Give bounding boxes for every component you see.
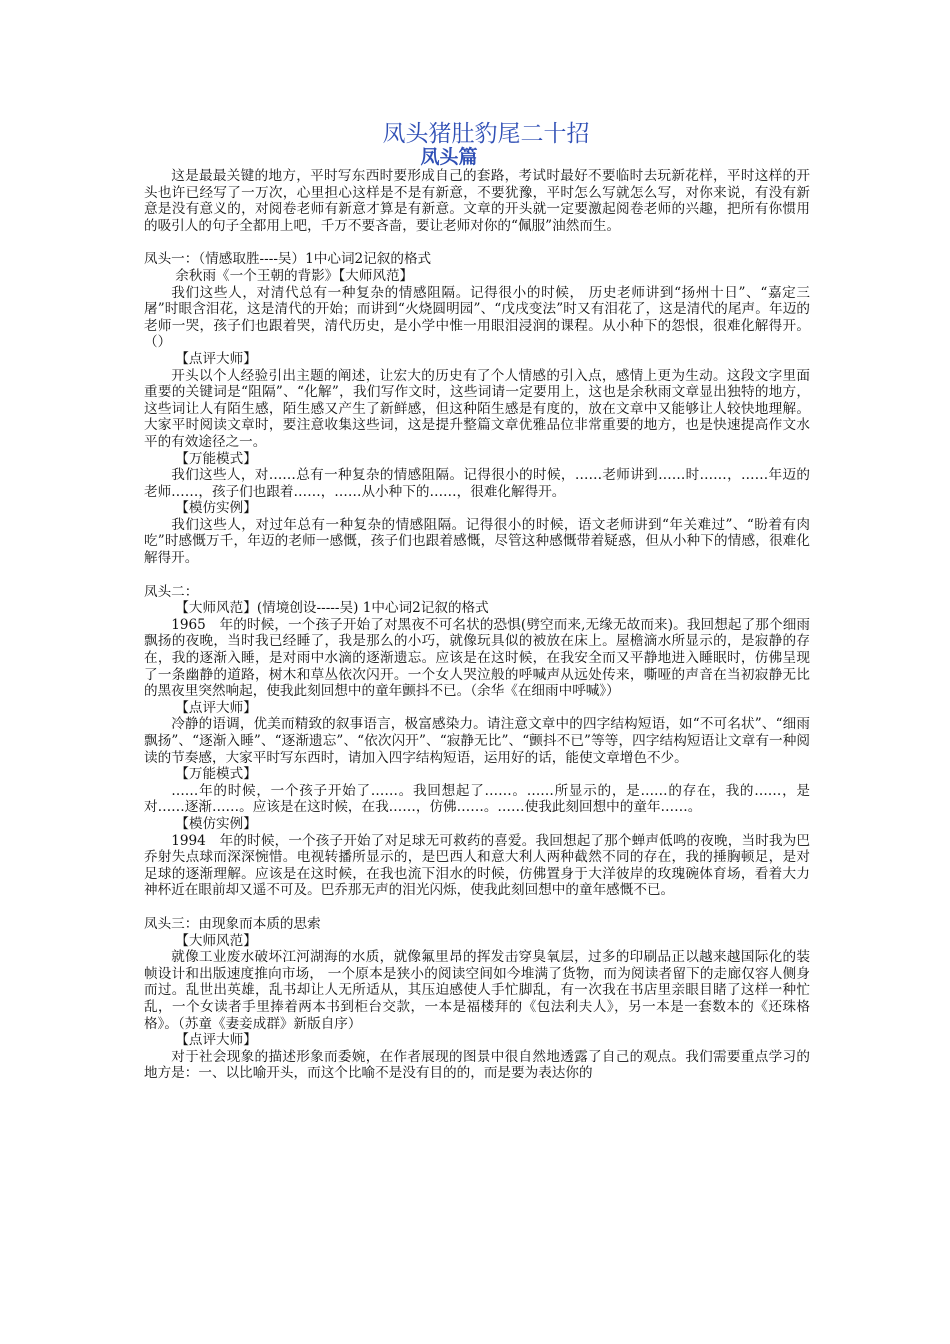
- section-2-heading: 凤头二：: [144, 583, 199, 600]
- document-page: [144, 120, 810, 1082]
- section-3-heading: 凤头三：由现象而本质的思索: [144, 915, 321, 932]
- section-2-comment-label: 【点评大师】: [175, 699, 257, 716]
- document-subtitle: 凤头篇: [420, 146, 478, 168]
- section-1-imitate-label: 【模仿实例】: [175, 500, 257, 517]
- spacer: [144, 899, 810, 916]
- section-2-imitate-label: 【模仿实例】: [175, 815, 257, 832]
- section-1-example: 我们这些人，对清代总有一种复杂的情感阻隔。记得很小的时候， 历史老师讲到“扬州十日”、“嘉定三屠”时眼含泪花，这是清代的开始；而讲到“火烧圆明园”、“戊戌变法”时又有泪花了，这是清代的尾声。年迈的老师一哭，孩子们也跟着哭，清代历史，是小学中惟一用眼泪浸润的课程。从小种下的怨恨，很难化解得开。（）: [144, 284, 810, 351]
- section-3-comment-label: 【点评大师】: [175, 1032, 257, 1049]
- section-1-mode: 我们这些人，对……总有一种复杂的情感阻隔。记得很小的时候，……老师讲到……时……，……年迈的老师……，孩子们也跟着……，……从小种下的……，很难化解得开。: [144, 467, 810, 500]
- document-title: 凤头猪肚豹尾二十招: [382, 121, 590, 147]
- spacer: [144, 234, 810, 251]
- section-1-mode-label: 【万能模式】: [175, 450, 257, 467]
- section-3-comment: 对于社会现象的描述形象而委婉，在作者展现的图景中很自然地透露了自己的观点。我们需要重点学习的地方是：一、以比喻开头，而这个比喻不是没有目的的，而是要为表达你的: [144, 1048, 810, 1082]
- section-1-imitate: 我们这些人，对过年总有一种复杂的情感阻隔。记得很小的时候，语文老师讲到“年关难过”、“盼着有肉吃”时感慨万千，年迈的老师一感慨，孩子们也跟着感慨，尽管这种感慨带着疑惑，但从小种下的情感，很难化解得开。: [144, 516, 810, 567]
- section-1-comment-label: 【点评大师】: [175, 350, 257, 367]
- section-1-source: 余秋雨《一个王朝的背影》【大师风范】: [175, 267, 414, 284]
- spacer: [144, 567, 810, 584]
- section-2-comment: 冷静的语调，优美而精致的叙事语言，极富感染力。请注意文章中的四字结构短语，如“不可名状”、“细雨飘扬”、“逐渐入睡”、“逐渐遗忘”、“依次闪开”、“寂静无比”、“颤抖不已”等等，四字结构短语让文章有一种阅读的节奏感，大家平时写东西时，请加入四字结构短语，运用好的话，能使文章增色不少。: [144, 716, 810, 766]
- section-1-heading: 凤头一：（情感取胜----吴）1中心词2记叙的格式: [144, 251, 432, 268]
- section-2-imitate: 1994 年的时候，一个孩子开始了对足球无可救药的喜爱。我回想起了那个蝉声低鸣的夜晚，当时我为巴乔射失点球而深深惋惜。电视转播所显示的，是巴西人和意大利人两种截然不同的存在，我的捶胸顿足，是对足球的逐渐理解。应该是在这时候，在我也流下泪水的时候，仿佛置身于大洋彼岸的玫瑰碗体育场，看着大力神杯近在眼前却又遥不可及。巴乔那无声的泪光闪烁，使我此刻回想中的童年感慨不已。: [144, 832, 810, 899]
- section-1-comment: 开头以个人经验引出主题的阐述，让宏大的历史有了个人情感的引入点，感情上更为生动。这段文字里面重要的关键词是“阻隔”、“化解”，我们写作文时，这些词请一定要用上，这也是余秋雨文章显出独特的地方，这些词让人有陌生感，陌生感又产生了新鲜感，但这种陌生感是有度的，放在文章中又能够让人较快地理解。大家平时阅读文章时，要注意收集这些词，这是提升整篇文章优雅品位非常重要的地方，也是快速提高作文水平的有效途径之一。: [144, 367, 810, 450]
- section-2-mode-label: 【万能模式】: [175, 766, 257, 783]
- intro-paragraph: 这是最最关键的地方，平时写东西时要形成自己的套路，考试时最好不要临时去玩新花样，平时这样的开头也许已经写了一万次，心里担心这样是不是有新意，不要犹豫，平时怎么写就怎么写，对你来说，有没有新意是没有意义的，对阅卷老师有新意才算是有新意。文章的开头就一定要激起阅卷老师的兴趣，把所有你惯用的吸引人的句子全都用上吧，千万不要吝啬，要让老师对你的“佩服”油然而生。: [144, 168, 810, 234]
- section-2-source: 【大师风范】(情境创设-----吴) 1中心词2记叙的格式: [175, 600, 489, 617]
- section-2-example: 1965 年的时候，一个孩子开始了对黑夜不可名状的恐惧(劈空而来,无缘无故而来)。我回想起了那个细雨飘扬的夜晚，当时我已经睡了，我是那么的小巧，就像玩具似的被放在床上。屋檐滴水所显示的，是寂静的存在，我的逐渐入睡，是对雨中水滴的逐渐遗忘。应该是在这时候，在我安全而又平静地进入睡眠时，仿佛呈现了一条幽静的道路，树木和草丛依次闪开。一个女人哭泣般的呼喊声从远处传来，嘶哑的声音在当初寂静无比的黑夜里突然响起，使我此刻回想中的童年颤抖不已。（余华《在细雨中呼喊》）: [144, 616, 810, 700]
- section-3-source-label: 【大师风范】: [175, 932, 257, 949]
- section-3-example: 就像工业废水破坏江河湖海的水质，就像氟里昂的挥发击穿臭氧层，过多的印刷品正以越来越国际化的装帧设计和出版速度推向市场， 一个原本是狭小的阅读空间如今堆满了货物，而为阅读者留下的走廊仅容人侧身而过。乱世出英雄，乱书却让人无所适从，其压迫感使人手忙脚乱，有一次我在书店里亲眼目睹了这样一种忙乱，一个女读者手里捧着两本书到柜台交款，一本是福楼拜的《包法利夫人》，另一本是一套数本的《还珠格格》。（苏童《妻妾成群》新版自序）: [144, 949, 810, 1032]
- section-2-mode: ……年的时候，一个孩子开始了……。我回想起了……。……所显示的，是……的存在，我的……，是对……逐渐……。应该是在这时候，在我……，仿佛……。……使我此刻回想中的童年……。: [144, 782, 810, 816]
